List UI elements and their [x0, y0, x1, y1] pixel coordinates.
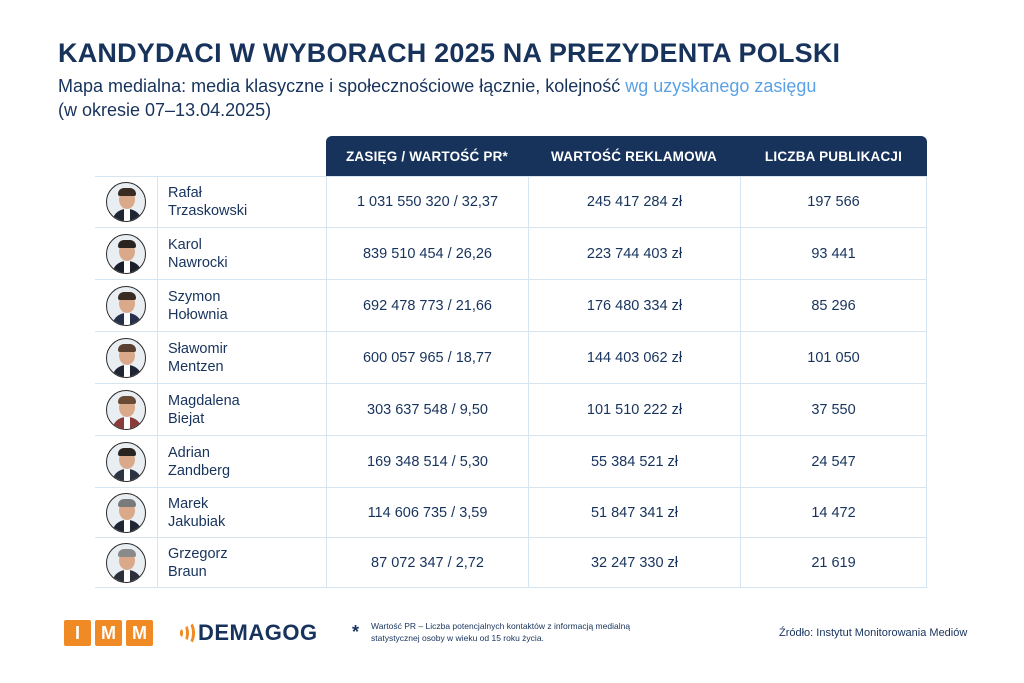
candidate-name	[157, 177, 326, 227]
candidate-first-name: Adrian	[168, 444, 210, 461]
publications-cell: 21 619	[740, 538, 927, 587]
table-row	[95, 332, 927, 384]
candidate-first-name: Magdalena	[168, 392, 240, 409]
avatar	[106, 286, 146, 326]
publications-cell: 101 050	[740, 332, 927, 383]
candidate-name	[157, 228, 326, 279]
candidate-name	[157, 332, 326, 383]
table-row	[95, 228, 927, 280]
ad-value-cell: 101 510 222 zł	[528, 384, 740, 435]
candidate-name	[157, 488, 326, 537]
candidate-last-name: Hołownia	[168, 306, 228, 323]
footnote: Wartość PR – Liczba potencjalnych kontaktów z informacją medialną statystycznej osoby w wieku od 15 roku życia.	[371, 621, 631, 643]
avatar-cell	[95, 436, 157, 487]
candidate-first-name: Grzegorz	[168, 545, 228, 562]
avatar-cell	[95, 177, 157, 227]
reach-cell: 303 637 548 / 9,50	[326, 384, 528, 435]
candidate-first-name: Marek	[168, 495, 209, 512]
avatar-cell	[95, 488, 157, 537]
header-ad-value: WARTOŚĆ REKLAMOWA	[551, 148, 717, 164]
candidate-first-name: Sławomir	[168, 340, 228, 357]
candidate-last-name: Trzaskowski	[168, 203, 248, 219]
candidate-name	[157, 538, 326, 587]
avatar	[106, 543, 146, 583]
candidate-last-name: Braun	[168, 563, 207, 580]
table-header	[326, 136, 927, 176]
reach-cell: 600 057 965 / 18,77	[326, 332, 528, 383]
ad-value-cell: 55 384 521 zł	[528, 436, 740, 487]
demagog-wordmark: DEMAGOG	[198, 620, 318, 645]
table-row	[95, 436, 927, 488]
candidate-last-name: Zandberg	[168, 462, 231, 479]
header-publications: LICZBA PUBLIKACJI	[764, 148, 903, 164]
candidate-name	[157, 384, 326, 435]
reach-cell: 114 606 735 / 3,59	[326, 488, 528, 537]
candidate-first-name: Karol	[168, 236, 202, 253]
avatar	[106, 442, 146, 482]
candidate-last-name: Nawrocki	[168, 254, 228, 271]
subtitle-period: (w okresie 07–13.04.2025)	[58, 100, 272, 120]
avatar-cell	[95, 384, 157, 435]
sound-waves-icon	[178, 621, 196, 645]
avatar	[106, 390, 146, 430]
ad-value-cell: 144 403 062 zł	[528, 332, 740, 383]
table-row	[95, 488, 927, 538]
ad-value-cell: 245 417 284 zł	[528, 177, 740, 227]
table-row	[95, 384, 927, 436]
page-subtitle	[58, 74, 988, 122]
table-row	[95, 280, 927, 332]
ad-value-cell: 32 247 330 zł	[528, 538, 740, 587]
header-reach: ZASIĘG / WARTOŚĆ PR*	[345, 148, 509, 164]
avatar-cell	[95, 280, 157, 331]
publications-cell: 14 472	[740, 488, 927, 537]
demagog-logo	[178, 620, 318, 646]
avatar	[106, 182, 146, 222]
candidate-last-name: Jakubiak	[168, 513, 226, 530]
publications-cell: 37 550	[740, 384, 927, 435]
avatar-cell	[95, 228, 157, 279]
imm-logo	[64, 620, 153, 646]
reach-cell: 692 478 773 / 21,66	[326, 280, 528, 331]
table-row	[95, 176, 927, 228]
subtitle-text: Mapa medialna: media klasyczne i społecznościowe łącznie, kolejność	[58, 76, 626, 96]
reach-cell: 169 348 514 / 5,30	[326, 436, 528, 487]
ad-value-cell: 223 744 403 zł	[528, 228, 740, 279]
footnote-asterisk: *	[352, 622, 360, 642]
avatar	[106, 493, 146, 533]
publications-cell: 85 296	[740, 280, 927, 331]
candidate-last-name: Mentzen	[168, 358, 224, 375]
reach-cell: 87 072 347 / 2,72	[326, 538, 528, 587]
ad-value-cell: 51 847 341 zł	[528, 488, 740, 537]
table-row	[95, 538, 927, 588]
candidate-last-name: Biejat	[168, 410, 205, 427]
candidate-first-name: Rafał	[168, 185, 202, 201]
subtitle-accent: wg uzyskanego zasięgu	[625, 76, 817, 96]
imm-logo-letter: M	[95, 620, 122, 646]
candidate-name	[157, 436, 326, 487]
reach-cell: 839 510 454 / 26,26	[326, 228, 528, 279]
publications-cell: 93 441	[740, 228, 927, 279]
reach-cell: 1 031 550 320 / 32,37	[326, 177, 528, 227]
avatar	[106, 234, 146, 274]
publications-cell: 24 547	[740, 436, 927, 487]
imm-logo-letter: I	[64, 620, 91, 646]
table-body	[95, 176, 927, 588]
candidate-first-name: Szymon	[168, 288, 221, 305]
publications-cell: 197 566	[740, 177, 927, 227]
avatar-cell	[95, 538, 157, 587]
avatar	[106, 338, 146, 378]
avatar-cell	[95, 332, 157, 383]
imm-logo-letter: M	[126, 620, 153, 646]
source-credit: Źródło: Instytut Monitorowania Mediów	[779, 627, 968, 639]
candidate-name	[157, 280, 326, 331]
page-title: KANDYDACI W WYBORACH 2025 NA PREZYDENTA POLSKI	[58, 38, 841, 68]
ad-value-cell: 176 480 334 zł	[528, 280, 740, 331]
footer	[0, 612, 1024, 652]
